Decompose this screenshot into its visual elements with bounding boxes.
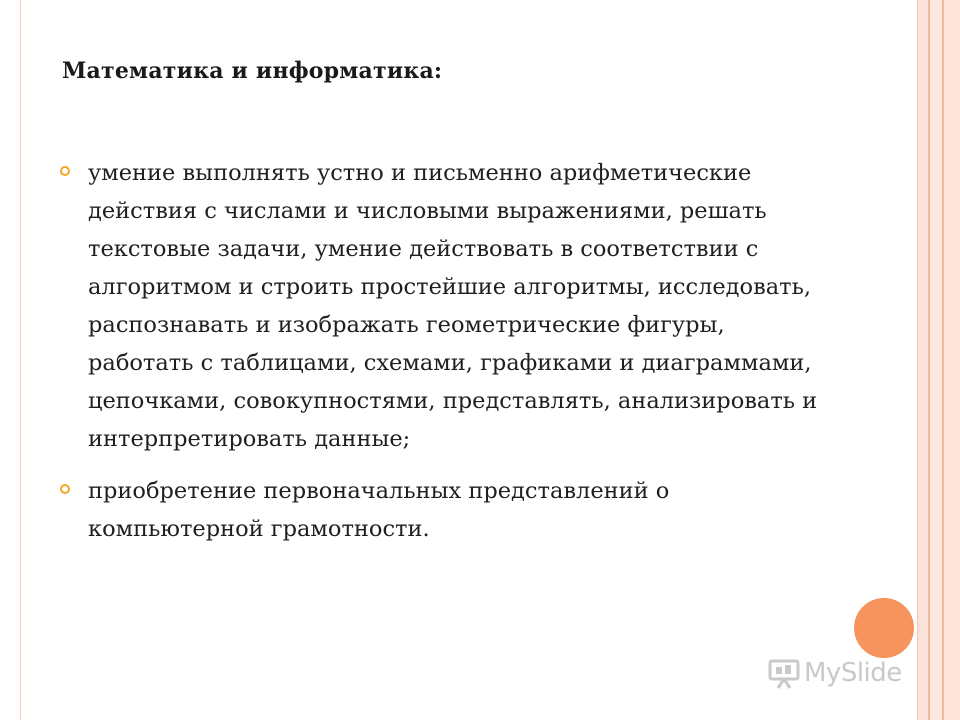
bullet-circle-icon bbox=[60, 484, 70, 494]
bullet-item bbox=[58, 154, 828, 458]
decorative-stripe bbox=[944, 0, 960, 720]
decorative-circle bbox=[854, 598, 914, 658]
bullet-item bbox=[58, 472, 828, 548]
watermark-text: MySlide bbox=[804, 658, 902, 688]
bullet-text: приобретение первоначальных представлений о компьютерной грамотности. bbox=[88, 478, 670, 542]
slide-title: Математика и информатика: bbox=[62, 58, 443, 84]
presentation-board-icon bbox=[768, 656, 802, 690]
bullet-circle-icon bbox=[60, 166, 70, 176]
decorative-stripe bbox=[930, 0, 942, 720]
decorative-stripe bbox=[918, 0, 928, 720]
watermark-logo bbox=[768, 656, 902, 690]
bullet-list bbox=[58, 154, 828, 562]
bullet-text: умение выполнять устно и письменно арифметические действия с числами и числовыми выражениями, решать текстовые задачи, умение действовать в соответствии с алгоритмом и строить простейшие алгоритмы, исследовать, распознавать и изображать геометрические фигуры, работать с таблицами, схемами, графиками и диаграммами, цепочками, совокупностями, представлять, анализировать и интерпретировать данные; bbox=[88, 160, 818, 452]
